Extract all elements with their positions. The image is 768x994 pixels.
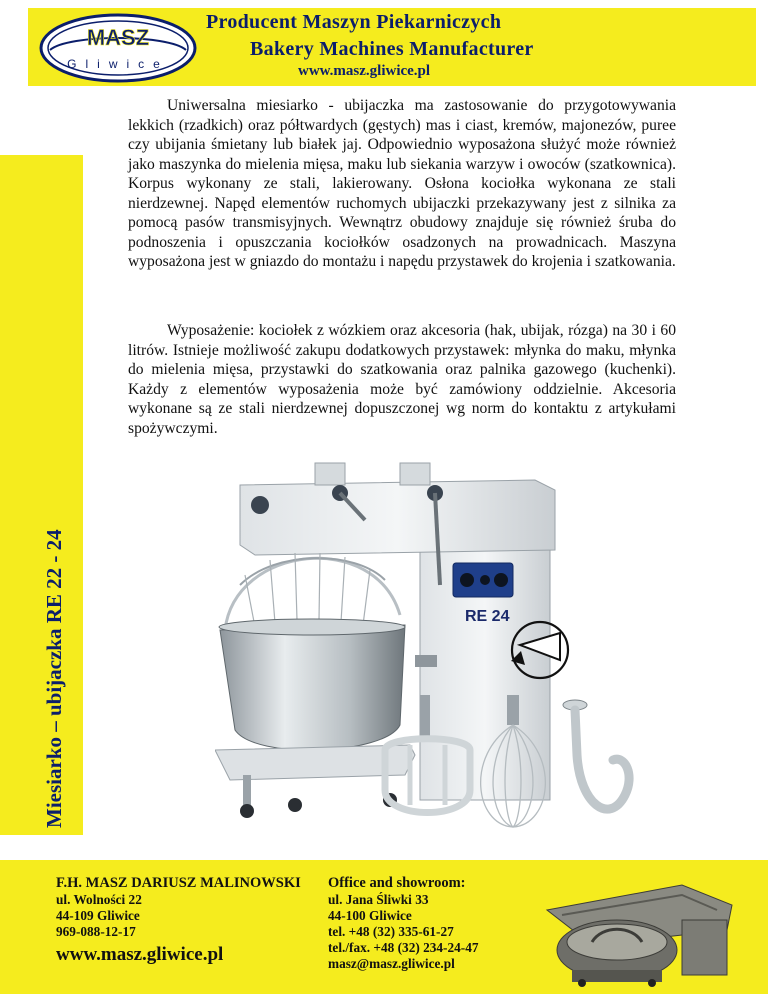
footer-showroom-title: Office and showroom:: [328, 875, 466, 891]
product-photo: [215, 455, 645, 840]
product-title: Miesiarko – ubijaczka RE 22 - 24: [42, 529, 66, 828]
footer-showroom-street: ul. Jana Śliwki 33: [328, 892, 429, 907]
description-paragraph: Uniwersalna miesiarko - ubijaczka ma zastosowanie do przygotowywania lekkich (rzadkich) oraz półtwardych (gęstych) mas i ciast, kremów, majonezów, puree czy ubijania śmietany lub białek jaj. Odpowiednio wyposażona służyć może również jako maszynka do mielenia mięsa, maku lub siekania warzyw i owoców (szatkownica). Korpus wykonany ze stali, lakierowany. Osłona kociołka wykonana ze stali nierdzewnej. Napęd elementów ruchomych ubijaczki przekazywany jest z silnika za pomocą pasów transmisyjnych. Wewnątrz obudowy znajduje się również śruba do podnoszenia i opuszczania kociołków osadzonych na prowadnicach. Maszyna wyposażona jest w gniazdo do montażu i napędu przystawek do krojenia i szatkowania.: [128, 97, 676, 270]
masz-logo: [38, 12, 198, 84]
footer-phone: tel. +48 (32) 335-61-27: [328, 924, 454, 939]
equipment-paragraph: Wyposażenie: kociołek z wózkiem oraz akcesoria (hak, ubijak, rózga) na 30 i 60 litrów. Istnieje możliwość zakupu dodatkowych przystawek: młynka do maku, młynka do mielenia mięsa, przystawki do szatkowania oraz palnika gazowego (kuchenki). Każdy z elementów wyposażenia może być zamówiony oddzielnie. Akcesoria wykonane są ze stali nierdzewnej dopuszczonej wg norm do kontaktu z artykułami spożywczymi.: [128, 322, 676, 437]
footer-fax: tel./fax. +48 (32) 234-24-47: [328, 940, 479, 955]
footer-email[interactable]: masz@masz.gliwice.pl: [328, 956, 455, 971]
model-label: RE 24: [465, 608, 510, 625]
footer-nip: 969-088-12-17: [56, 924, 136, 939]
footer-city: 44-109 Gliwice: [56, 908, 140, 923]
footer-company: F.H. MASZ DARIUSZ MALINOWSKI: [56, 875, 301, 891]
logo-city: Gliwice: [67, 57, 169, 71]
footer-street: ul. Wolności 22: [56, 892, 142, 907]
header-website[interactable]: www.masz.gliwice.pl: [298, 63, 431, 79]
footer-website[interactable]: www.masz.gliwice.pl: [56, 944, 224, 965]
logo-text: MASZ: [86, 25, 150, 50]
footer-machine-image: [532, 870, 742, 988]
header-title-en: Bakery Machines Manufacturer: [250, 38, 534, 60]
footer-showroom-city: 44-100 Gliwice: [328, 908, 412, 923]
header-title-pl: Producent Maszyn Piekarniczych: [206, 11, 502, 33]
